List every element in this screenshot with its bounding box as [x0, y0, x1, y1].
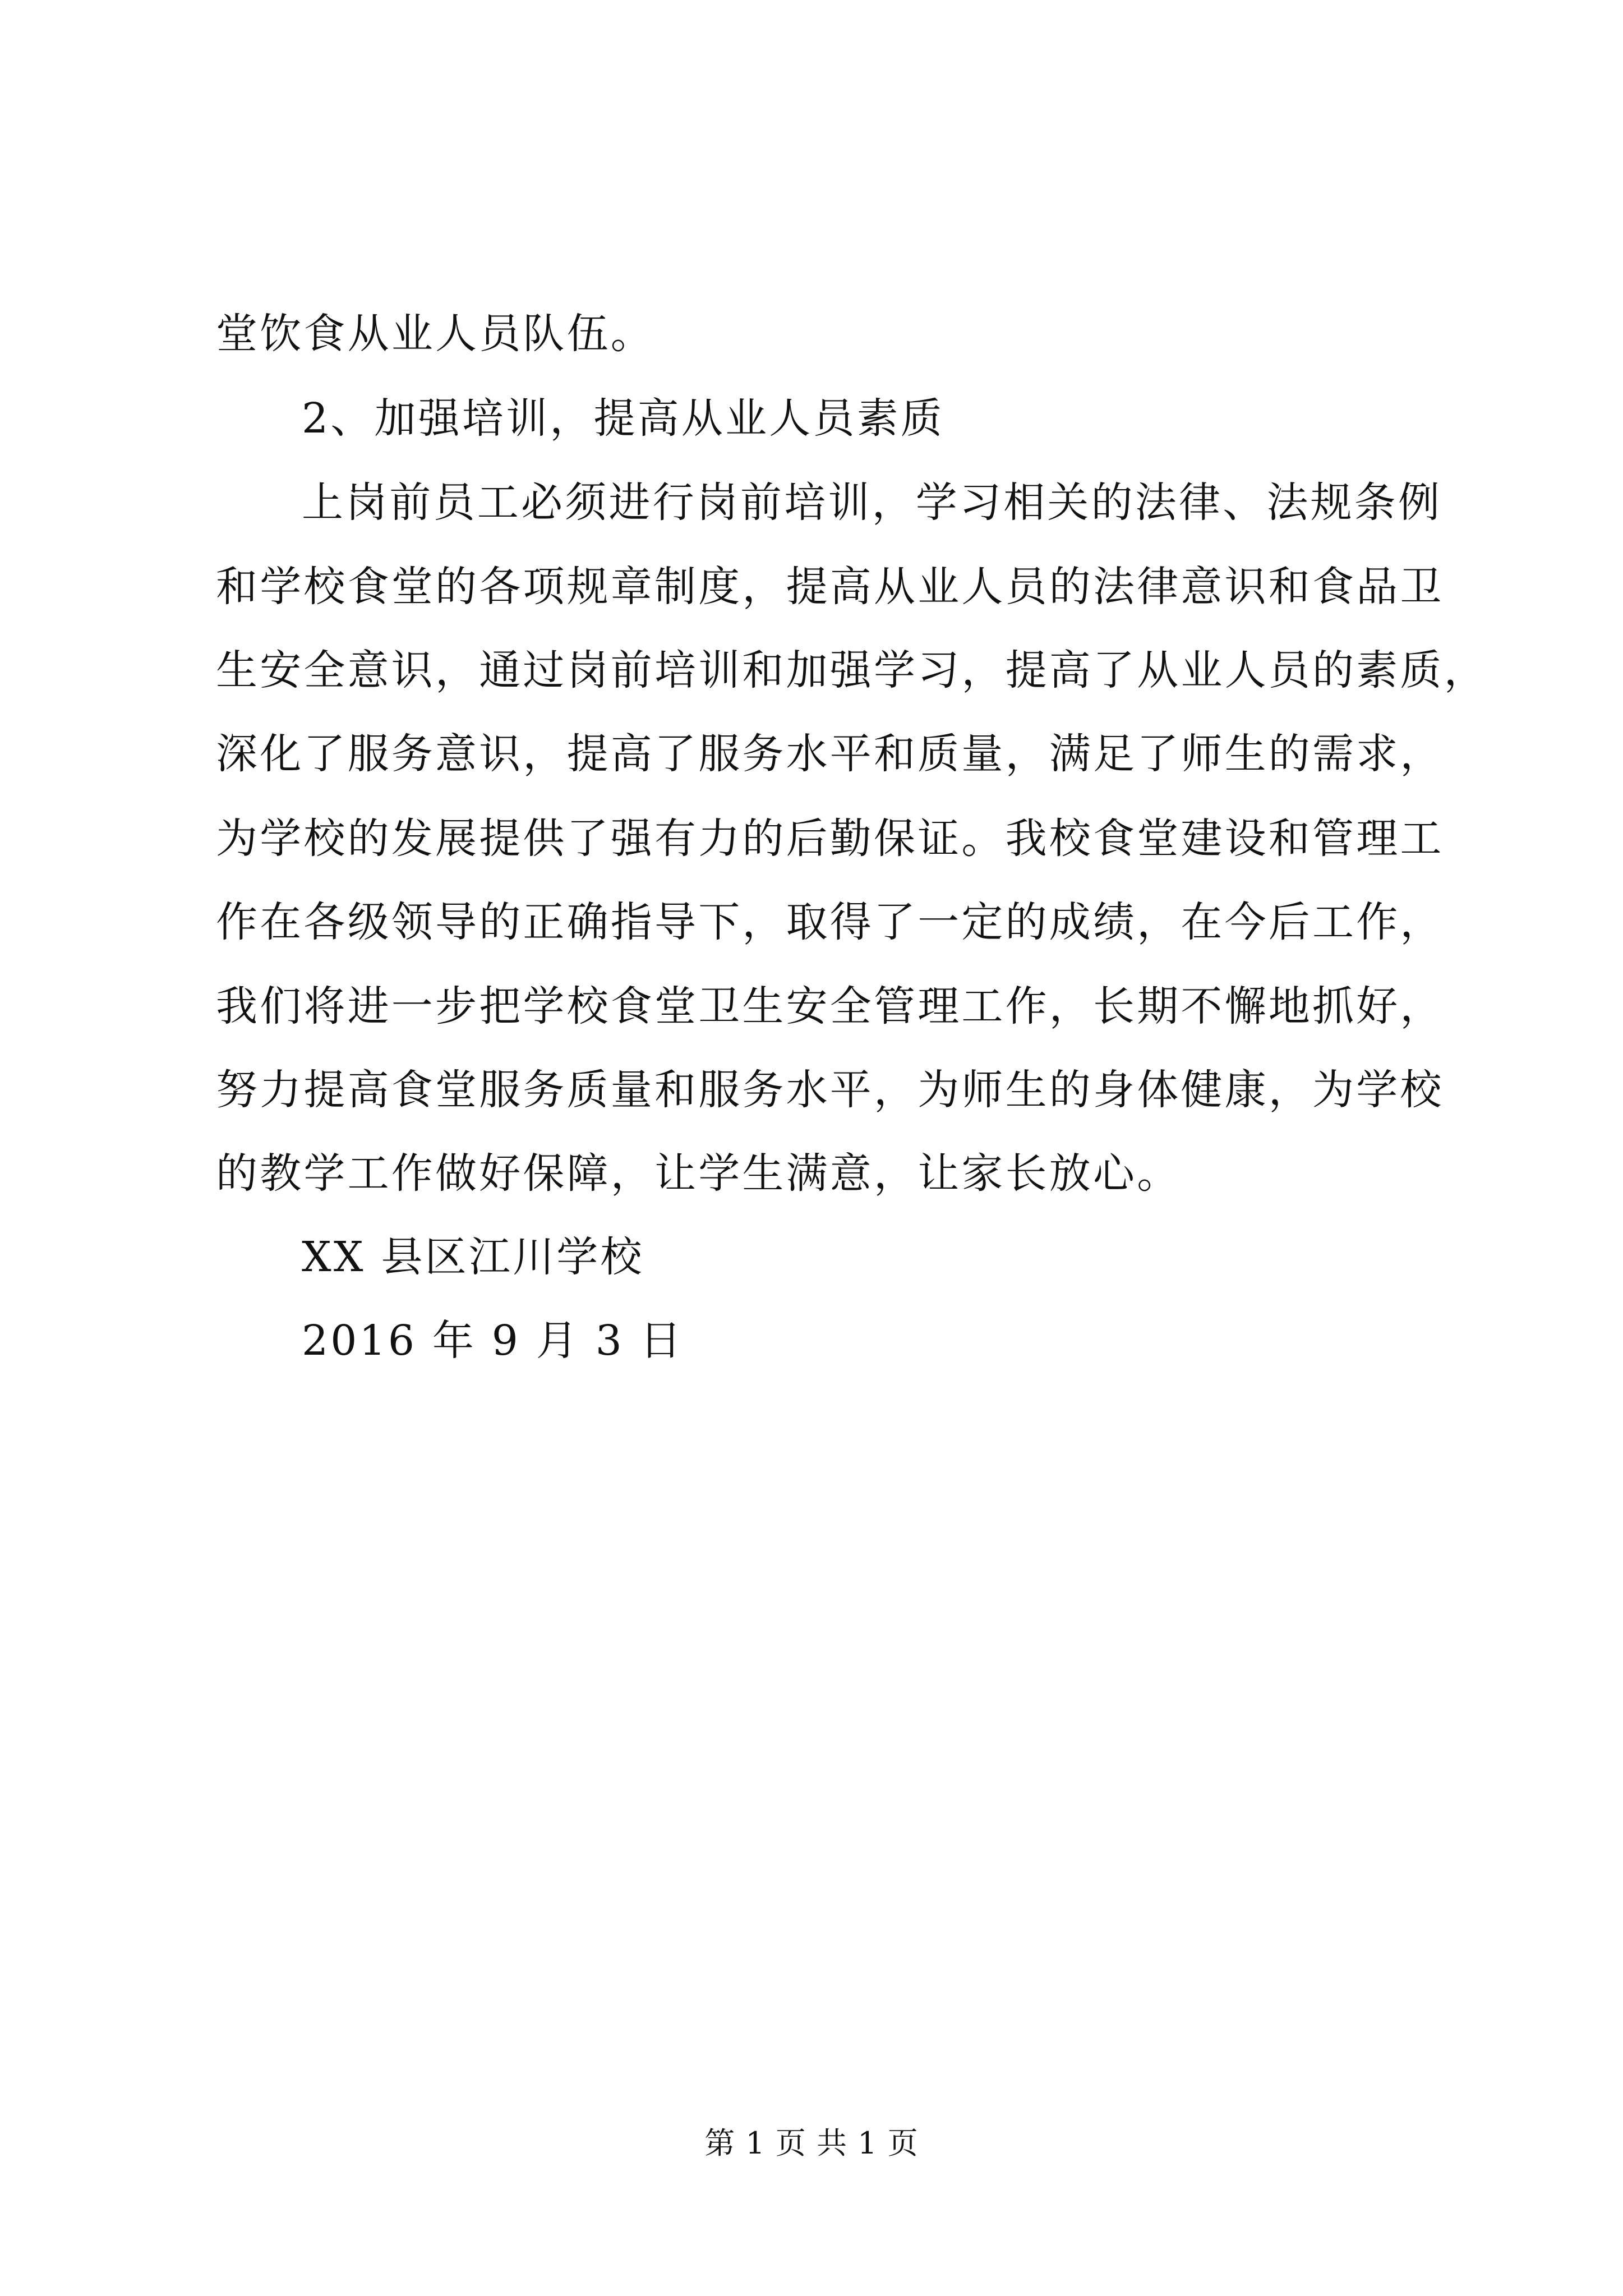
- body-line-7: 为学校的发展提供了强有力的后勤保证。我校食堂建设和管理工: [216, 815, 1444, 863]
- body-line-8: 作在各级领导的正确指导下，取得了一定的成绩，在今后工作，: [216, 898, 1444, 946]
- body-line-4: 和学校食堂的各项规章制度，提高从业人员的法律意识和食品卫: [216, 563, 1444, 611]
- body-line-11: 的教学工作做好保障，让学生满意，让家长放心。: [216, 1149, 1181, 1198]
- body-line-3: 上岗前员工必须进行岗前培训，学习相关的法律、法规条例: [302, 478, 1442, 527]
- body-line-5: 生安全意识，通过岗前培训和加强学习，提高了从业人员的素质，: [216, 646, 1488, 694]
- body-line-10: 努力提高食堂服务质量和服务水平，为师生的身体健康，为学校: [216, 1066, 1444, 1114]
- body-line-9: 我们将进一步把学校食堂卫生安全管理工作，长期不懈地抓好，: [216, 982, 1444, 1030]
- body-line-1: 堂饮食从业人员队伍。: [216, 310, 654, 358]
- body-line-6: 深化了服务意识，提高了服务水平和质量，满足了师生的需求，: [216, 730, 1444, 778]
- section-heading: 2、加强培训，提高从业人员素质: [302, 394, 945, 443]
- page-footer: 第 1 页 共 1 页: [704, 2125, 919, 2161]
- signature-date: 2016 年 9 月 3 日: [302, 1317, 684, 1365]
- signature-organization: XX 县区江川学校: [302, 1233, 644, 1281]
